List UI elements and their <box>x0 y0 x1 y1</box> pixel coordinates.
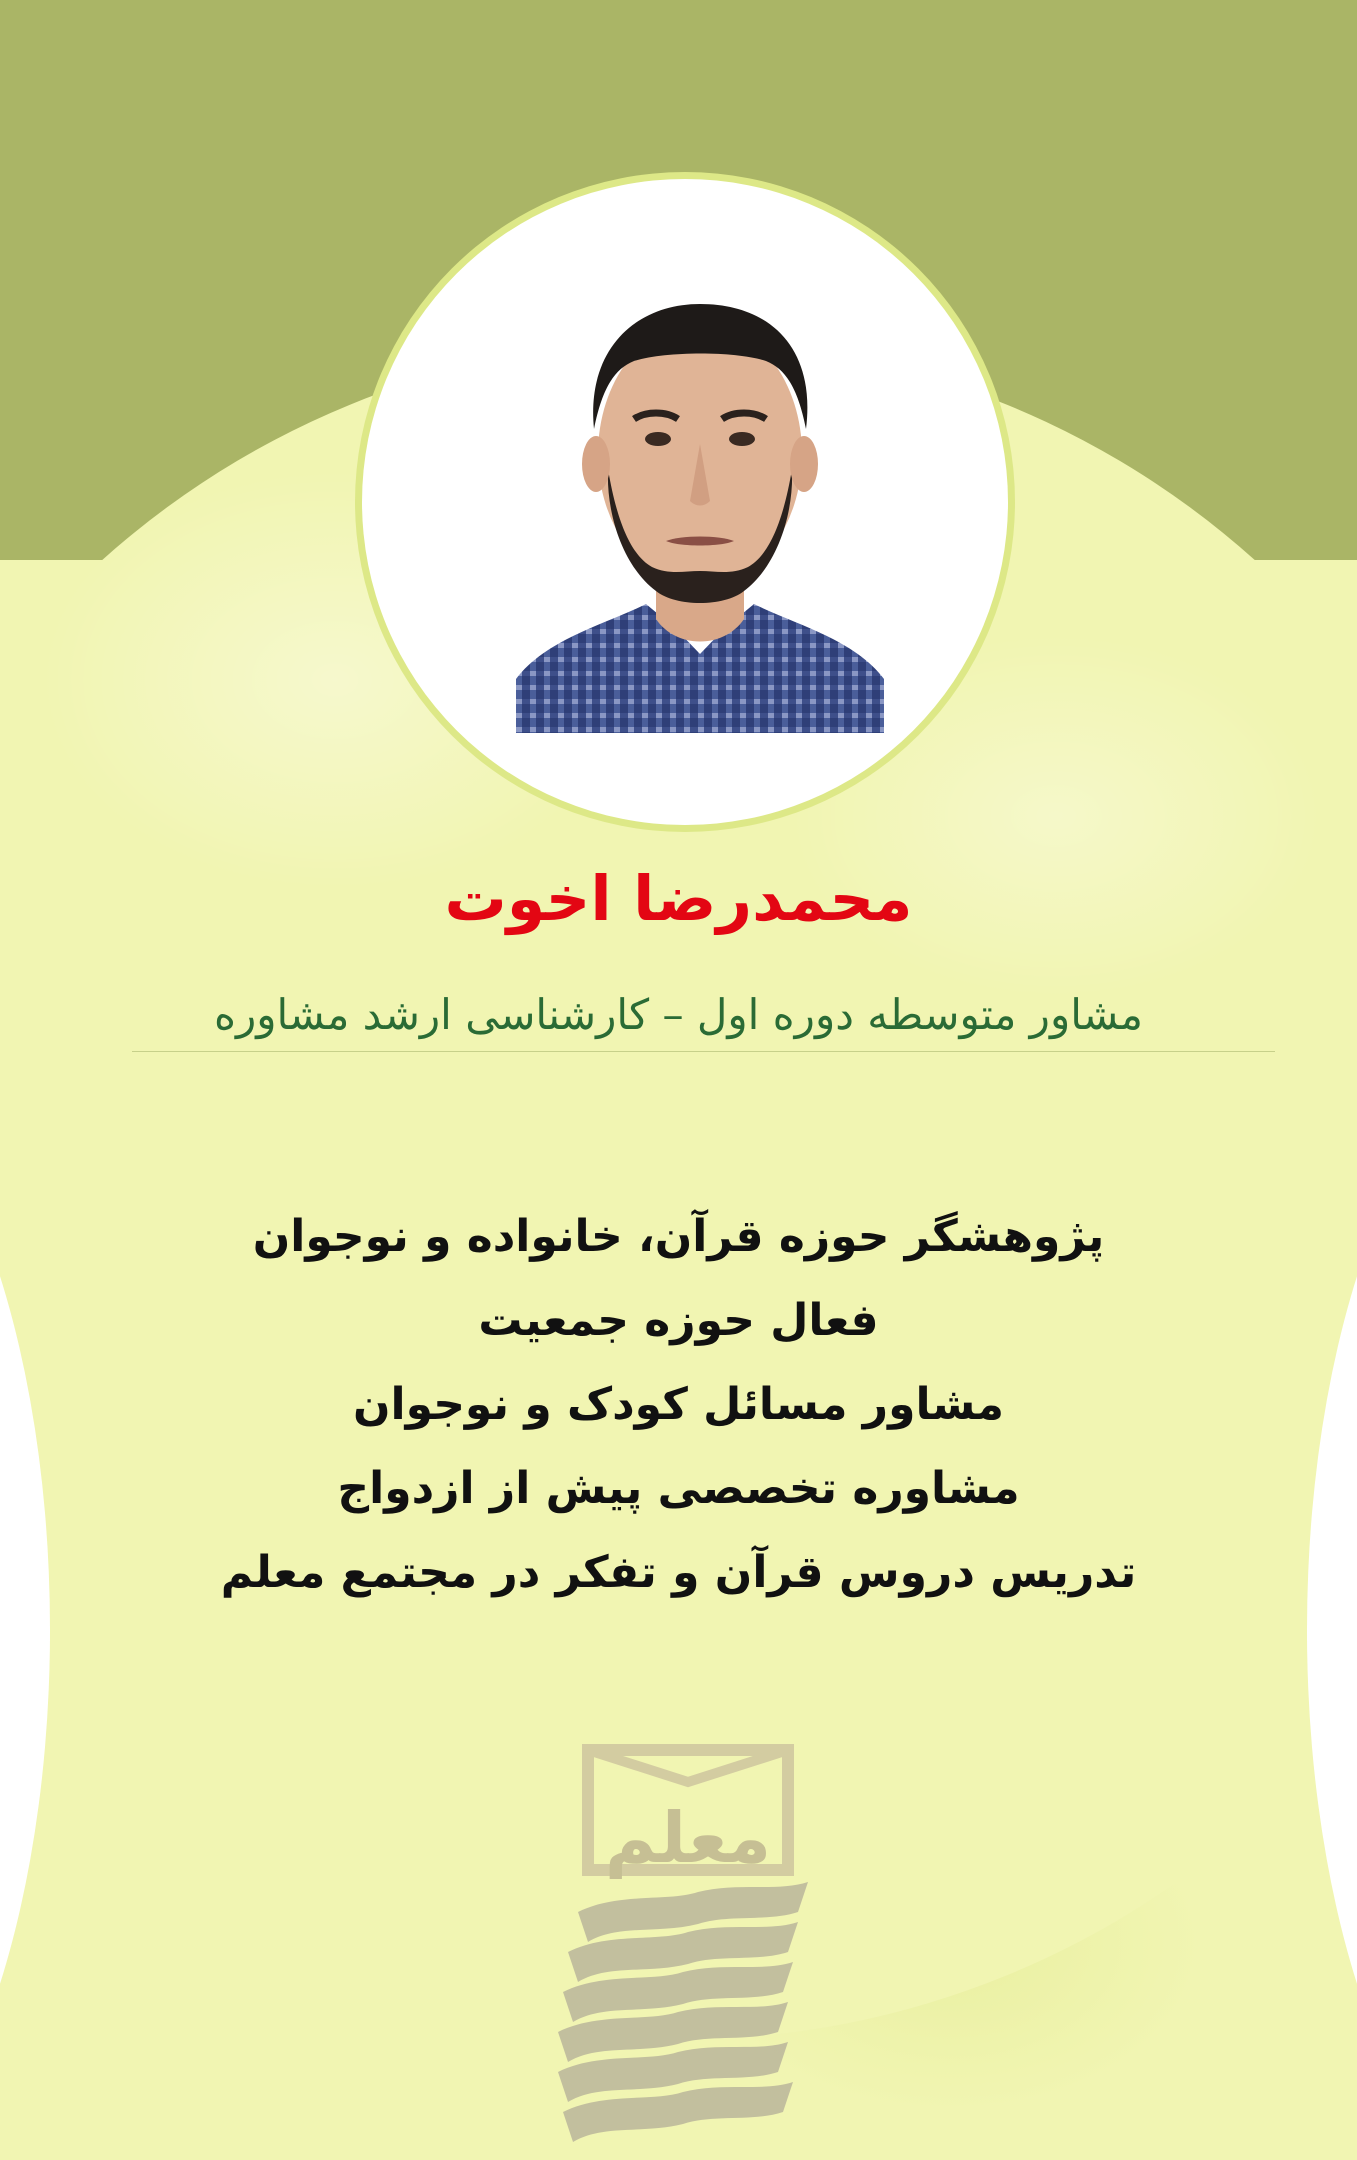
bio-line: مشاور مسائل کودک و نوجوان <box>352 1379 1005 1430</box>
bio-line: پژوهشگر حوزه قرآن، خانواده و نوجوان <box>252 1211 1105 1262</box>
profile-photo <box>516 279 884 733</box>
bio-line: فعال حوزه جمعیت <box>478 1295 879 1346</box>
bio-list <box>0 1195 1357 1615</box>
school-logo <box>548 1742 828 2152</box>
bio-line: مشاوره تخصصی پیش از ازدواج <box>337 1463 1020 1514</box>
divider <box>132 1051 1275 1052</box>
bio-line: تدریس دروس قرآن و تفکر در مجتمع معلم <box>220 1547 1137 1598</box>
person-name: محمدرضا اخوت <box>444 862 913 935</box>
logo-text: معلم <box>604 1797 772 1879</box>
job-title: مشاور متوسطه دوره اول – کارشناسی ارشد مشاوره <box>213 990 1143 1039</box>
